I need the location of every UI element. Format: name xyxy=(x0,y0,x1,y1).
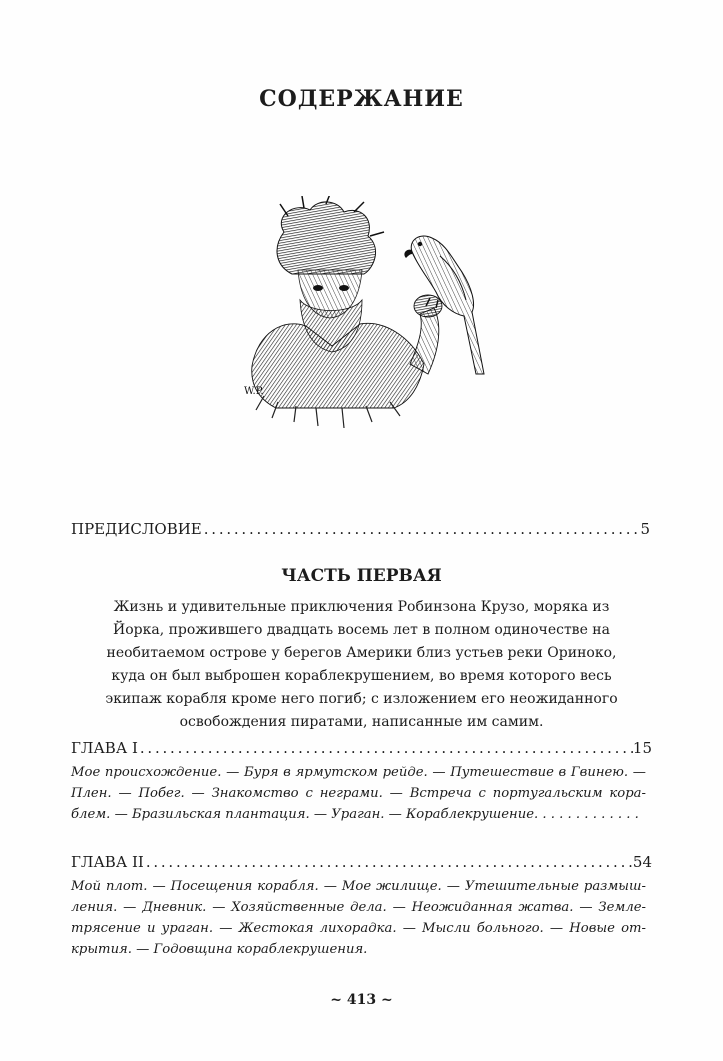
summary-line: Плен. — Побег. — Знакомство с неграми. — Встреча с португальским кора- xyxy=(71,786,646,801)
subtitle-line: Йорка, прожившего двадцать восемь лет в полном одиночестве на xyxy=(113,622,610,638)
toc-entry-chapter-2[interactable] xyxy=(71,853,652,871)
toc-entry-label: ПРЕДИСЛОВИЕ xyxy=(71,520,202,538)
toc-entry-chapter-1[interactable] xyxy=(71,739,652,757)
toc-entry-label: ГЛАВА II xyxy=(71,853,144,871)
engraving-illustration xyxy=(214,196,502,448)
toc-page-number: 15 xyxy=(632,739,652,757)
dot-leader xyxy=(202,520,641,538)
summary-line: крытия. — Годовщина кораблекрушения. xyxy=(71,942,368,957)
chapter-1-summary xyxy=(71,762,646,825)
subtitle-line: необитаемом острове у берегов Америки близ устьев реки Ориноко, xyxy=(106,645,617,661)
part-subtitle xyxy=(80,596,643,734)
toc-page-number: 5 xyxy=(640,520,650,538)
summary-line: трясение и ураган. — Жестокая лихорадка. — Мысли больного. — Новые от- xyxy=(71,921,646,936)
subtitle-line: Жизнь и удивительные приключения Робинзона Крузо, моряка из xyxy=(113,599,610,615)
toc-page-number: 54 xyxy=(632,853,652,871)
toc-entry-label: ГЛАВА I xyxy=(71,739,138,757)
subtitle-line: освобождения пиратами, написанные им самим. xyxy=(179,714,544,730)
dot-leader xyxy=(144,853,633,871)
dot-leader xyxy=(138,739,633,757)
summary-line: ления. — Дневник. — Хозяйственные дела. — Неожиданная жатва. — Земле- xyxy=(71,900,646,915)
summary-line: Мое происхождение. — Буря в ярмутском рейде. — Путешествие в Гвинею. — xyxy=(71,765,646,780)
summary-line: Мой плот. — Посещения корабля. — Мое жилище. — Утешительные размыш- xyxy=(71,879,646,894)
subtitle-line: экипаж корабля кроме него погиб; с изложением его неожиданного xyxy=(105,691,618,707)
part-heading: ЧАСТЬ ПЕРВАЯ xyxy=(281,566,442,586)
page-number: ~ 413 ~ xyxy=(330,992,393,1008)
summary-line: блем. — Бразильская плантация. — Ураган. — Кораблекрушение. . . . . . . . . . . . . xyxy=(71,807,639,822)
toc-entry-preface[interactable] xyxy=(71,520,650,538)
engraving-signature: W.P. xyxy=(244,386,264,397)
subtitle-line: куда он был выброшен кораблекрушением, во время которого весь xyxy=(111,668,612,684)
chapter-2-summary xyxy=(71,876,646,960)
page-title: СОДЕРЖАНИЕ xyxy=(259,86,464,112)
robinson-and-parrot-engraving xyxy=(214,196,502,448)
